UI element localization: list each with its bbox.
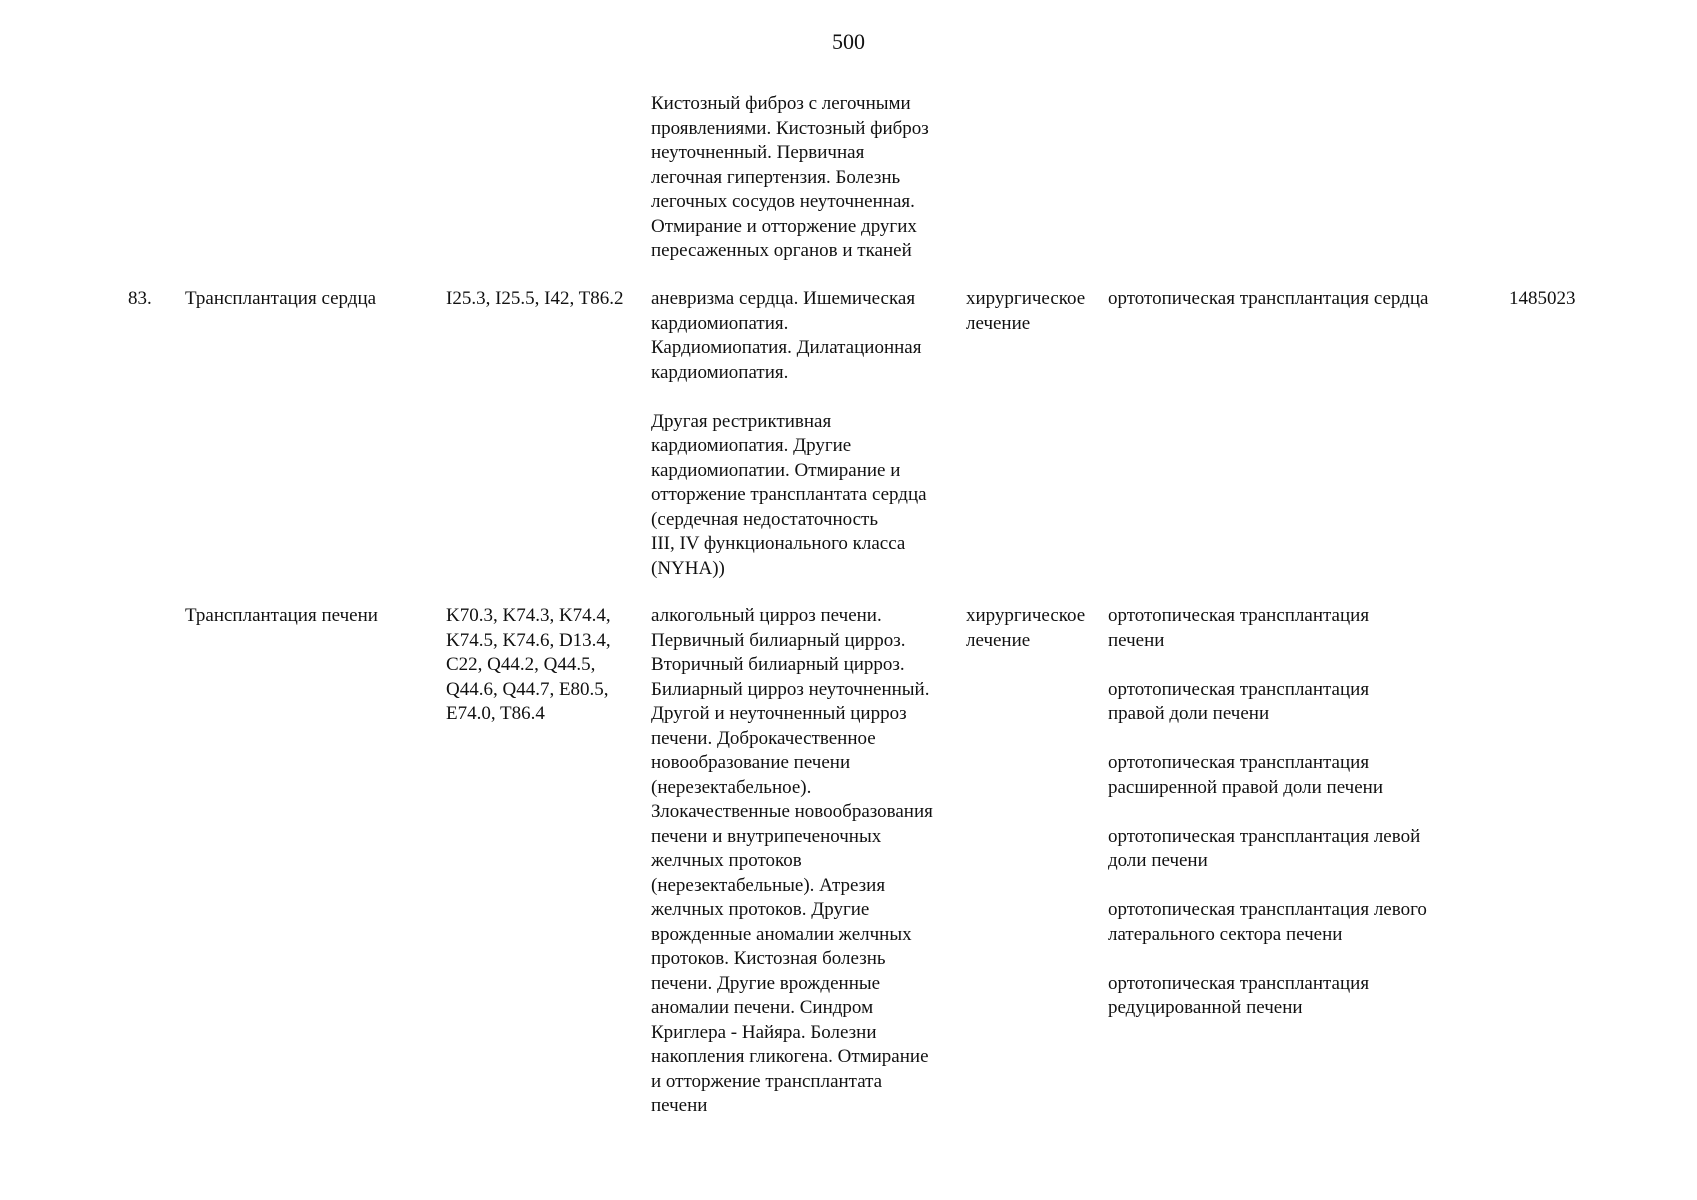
procedure-group-name: Трансплантация сердца: [185, 288, 377, 309]
diagnosis-text: Другая рестриктивная кардиомиопатия. Другие кардиомиопатии. Отмирание и отторжение трансплантата сердца (сердечная недостаточность III, IV функционального класса (NYHA)): [651, 410, 927, 579]
diagnosis-cell: [651, 287, 956, 581]
treatment-method: ортотопическая трансплантация левого латерального сектора печени: [1108, 899, 1427, 945]
treatment-method: ортотопическая трансплантация печени: [1108, 605, 1370, 651]
page-number: 500: [832, 29, 865, 54]
cost-value: 1485023: [1509, 288, 1576, 309]
treatment-method: ортотопическая трансплантация сердца: [1108, 288, 1429, 309]
continuation-diagnosis: Кистозный фиброз с легочными проявлениями. Кистозный фиброз неуточненный. Первичная легочная гипертензия. Болезнь легочных сосудов неуточненная. Отмирание и отторжение других пересаженных органов и тканей: [651, 93, 929, 261]
treatment-method: ортотопическая трансплантация правой доли печени: [1108, 678, 1370, 724]
treatment-type: хирургическое лечение: [966, 288, 1086, 334]
treatment-method: ортотопическая трансплантация левой доли печени: [1108, 825, 1421, 871]
diagnosis-text: аневризма сердца. Ишемическая кардиомиопатия. Кардиомиопатия. Дилатационная кардиомиопатия.: [651, 288, 922, 383]
paragraph-gap: [651, 385, 956, 410]
treatment-methods: [1108, 287, 1488, 312]
treatment-method: ортотопическая трансплантация расширенной правой доли печени: [1108, 752, 1383, 798]
row-number: 83.: [128, 288, 152, 309]
treatment-method: ортотопическая трансплантация редуцированной печени: [1108, 972, 1370, 1018]
diagnosis-text: алкогольный цирроз печени. Первичный билиарный цирроз. Вторичный билиарный цирроз. Билиарный цирроз неуточненный. Другой и неуточненный цирроз печени. Доброкачественное новообразование печени (нерезектабельное). Злокачественные новообразования печени и внутрипеченочных желчных протоков (нерезектабельные). Атрезия желчных протоков. Другие врожденные аномалии желчных протоков. Кистозная болезнь печени. Другие врожденные аномалии печени. Синдром Криглера - Найяра. Болезни накопления гликогена. Отмирание и отторжение трансплантата печени: [651, 605, 933, 1116]
icd-codes: I25.3, I25.5, I42, T86.2: [446, 288, 624, 309]
icd-codes: K70.3, K74.3, K74.4, K74.5, K74.6, D13.4, C22, Q44.2, Q44.5, Q44.6, Q44.7, E80.5, E74.0, T86.4: [446, 605, 611, 724]
treatment-type: хирургическое лечение: [966, 605, 1086, 651]
procedure-group-name: Трансплантация печени: [185, 605, 378, 626]
treatment-methods: [1108, 604, 1488, 1021]
